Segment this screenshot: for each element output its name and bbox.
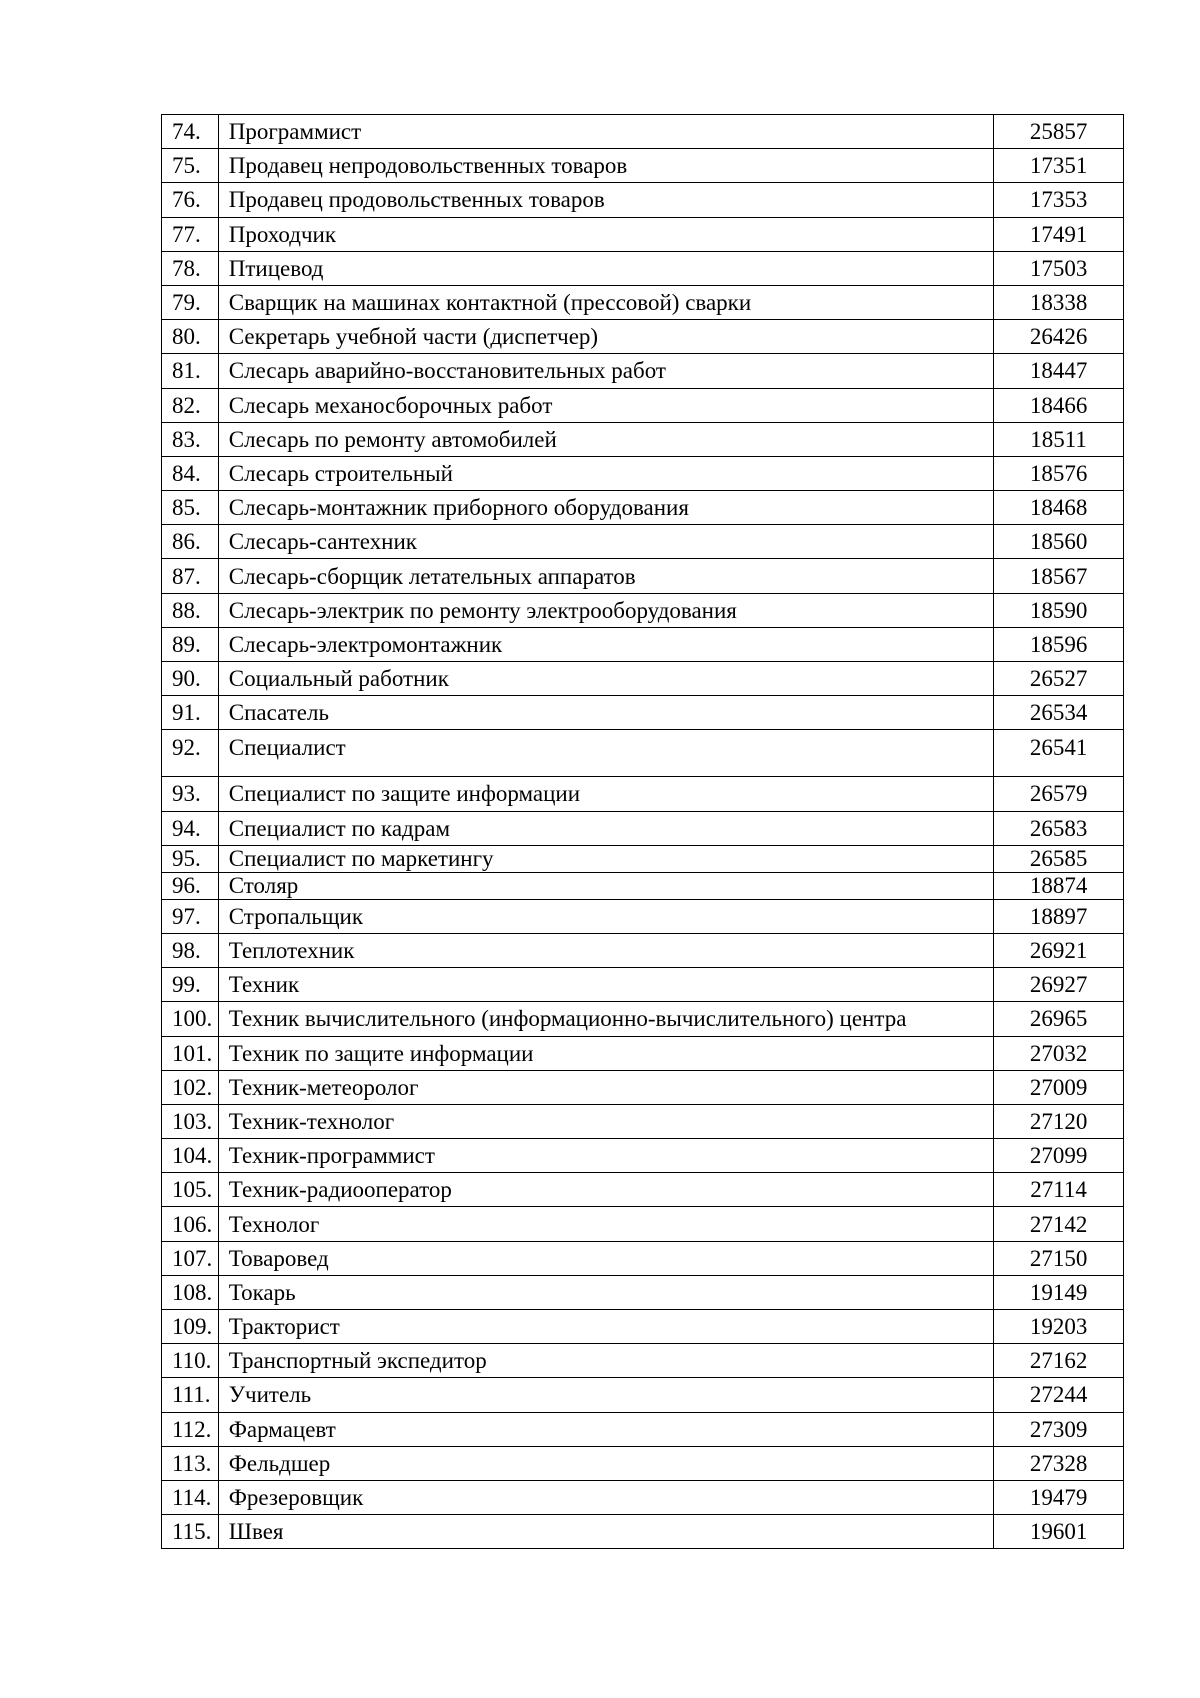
row-number: 114. [162, 1480, 219, 1514]
table-row [162, 1480, 1124, 1514]
profession-code: 27032 [994, 1036, 1124, 1070]
table-row [162, 1515, 1124, 1549]
table-row [162, 845, 1124, 872]
row-number: 78. [162, 251, 219, 285]
row-number: 76. [162, 183, 219, 217]
profession-code: 26534 [994, 696, 1124, 730]
row-number: 89. [162, 627, 219, 661]
row-number: 87. [162, 559, 219, 593]
table-row [162, 1275, 1124, 1309]
profession-name: Токарь [218, 1275, 993, 1309]
table-row [162, 730, 1124, 777]
profession-name: Техник [218, 968, 993, 1002]
profession-code: 18567 [994, 559, 1124, 593]
table-row [162, 968, 1124, 1002]
table-row [162, 696, 1124, 730]
table-row [162, 251, 1124, 285]
profession-name: Слесарь строительный [218, 456, 993, 490]
profession-code: 27150 [994, 1241, 1124, 1275]
table-row [162, 1104, 1124, 1138]
profession-code: 26921 [994, 933, 1124, 967]
row-number: 99. [162, 968, 219, 1002]
profession-name: Слесарь-монтажник приборного оборудования [218, 491, 993, 525]
profession-code: 19149 [994, 1275, 1124, 1309]
profession-code: 26527 [994, 662, 1124, 696]
table-row [162, 1173, 1124, 1207]
table-row [162, 1310, 1124, 1344]
table-row [162, 1241, 1124, 1275]
profession-name: Сварщик на машинах контактной (прессовой) сварки [218, 285, 993, 319]
profession-code: 27120 [994, 1104, 1124, 1138]
table-row [162, 933, 1124, 967]
profession-name: Спасатель [218, 696, 993, 730]
table-row [162, 115, 1124, 149]
table-row [162, 491, 1124, 525]
profession-name: Слесарь-электромонтажник [218, 627, 993, 661]
profession-name: Техник-программист [218, 1139, 993, 1173]
row-number: 85. [162, 491, 219, 525]
profession-name: Швея [218, 1515, 993, 1549]
row-number: 96. [162, 872, 219, 899]
row-number: 93. [162, 777, 219, 811]
row-number: 104. [162, 1139, 219, 1173]
profession-code: 18576 [994, 456, 1124, 490]
row-number: 81. [162, 354, 219, 388]
profession-name: Техник-радиооператор [218, 1173, 993, 1207]
profession-code: 17353 [994, 183, 1124, 217]
profession-name: Специалист по маркетингу [218, 845, 993, 872]
profession-code: 26585 [994, 845, 1124, 872]
profession-name: Специалист по кадрам [218, 811, 993, 845]
row-number: 75. [162, 149, 219, 183]
profession-name: Специалист [218, 730, 993, 777]
row-number: 103. [162, 1104, 219, 1138]
table-row [162, 285, 1124, 319]
profession-name: Специалист по защите информации [218, 777, 993, 811]
profession-code: 18338 [994, 285, 1124, 319]
table-row [162, 183, 1124, 217]
profession-code: 17491 [994, 217, 1124, 251]
row-number: 107. [162, 1241, 219, 1275]
table-row [162, 1446, 1124, 1480]
profession-name: Программист [218, 115, 993, 149]
row-number: 95. [162, 845, 219, 872]
table-row [162, 354, 1124, 388]
profession-name: Социальный работник [218, 662, 993, 696]
table-row [162, 811, 1124, 845]
row-number: 113. [162, 1446, 219, 1480]
profession-code: 18466 [994, 388, 1124, 422]
profession-code: 26965 [994, 1002, 1124, 1036]
profession-code: 27244 [994, 1378, 1124, 1412]
profession-name: Учитель [218, 1378, 993, 1412]
profession-code: 18560 [994, 525, 1124, 559]
profession-code: 25857 [994, 115, 1124, 149]
table-row [162, 777, 1124, 811]
row-number: 101. [162, 1036, 219, 1070]
profession-code: 18447 [994, 354, 1124, 388]
row-number: 102. [162, 1070, 219, 1104]
table-row [162, 149, 1124, 183]
row-number: 97. [162, 899, 219, 933]
profession-name: Товаровед [218, 1241, 993, 1275]
row-number: 79. [162, 285, 219, 319]
profession-code: 18897 [994, 899, 1124, 933]
profession-name: Слесарь аварийно-восстановительных работ [218, 354, 993, 388]
profession-code: 27099 [994, 1139, 1124, 1173]
profession-code: 19203 [994, 1310, 1124, 1344]
row-number: 111. [162, 1378, 219, 1412]
row-number: 82. [162, 388, 219, 422]
row-number: 74. [162, 115, 219, 149]
profession-name: Проходчик [218, 217, 993, 251]
profession-name: Фармацевт [218, 1412, 993, 1446]
profession-code: 27162 [994, 1344, 1124, 1378]
row-number: 115. [162, 1515, 219, 1549]
profession-name: Секретарь учебной части (диспетчер) [218, 320, 993, 354]
table-row [162, 1070, 1124, 1104]
table-row [162, 456, 1124, 490]
table-row [162, 1412, 1124, 1446]
profession-name: Слесарь-электрик по ремонту электрооборудования [218, 593, 993, 627]
profession-code: 27142 [994, 1207, 1124, 1241]
table-row [162, 320, 1124, 354]
profession-name: Фрезеровщик [218, 1480, 993, 1514]
profession-name: Транспортный экспедитор [218, 1344, 993, 1378]
professions-table-body [162, 115, 1124, 1549]
row-number: 92. [162, 730, 219, 777]
table-row [162, 899, 1124, 933]
table-row [162, 593, 1124, 627]
row-number: 110. [162, 1344, 219, 1378]
table-row [162, 1139, 1124, 1173]
profession-code: 26583 [994, 811, 1124, 845]
row-number: 105. [162, 1173, 219, 1207]
row-number: 106. [162, 1207, 219, 1241]
profession-code: 26579 [994, 777, 1124, 811]
profession-code: 26541 [994, 730, 1124, 777]
profession-code: 18468 [994, 491, 1124, 525]
table-row [162, 627, 1124, 661]
profession-code: 27328 [994, 1446, 1124, 1480]
profession-name: Фельдшер [218, 1446, 993, 1480]
profession-code: 26426 [994, 320, 1124, 354]
profession-code: 18596 [994, 627, 1124, 661]
row-number: 109. [162, 1310, 219, 1344]
row-number: 88. [162, 593, 219, 627]
profession-name: Техник вычислительного (информационно-вычислительного) центра [218, 1002, 993, 1036]
profession-name: Птицевод [218, 251, 993, 285]
profession-name: Слесарь по ремонту автомобилей [218, 422, 993, 456]
row-number: 112. [162, 1412, 219, 1446]
profession-code: 17351 [994, 149, 1124, 183]
profession-name: Слесарь механосборочных работ [218, 388, 993, 422]
profession-name: Техник-метеоролог [218, 1070, 993, 1104]
table-row [162, 1207, 1124, 1241]
row-number: 90. [162, 662, 219, 696]
table-row [162, 217, 1124, 251]
row-number: 108. [162, 1275, 219, 1309]
row-number: 84. [162, 456, 219, 490]
row-number: 100. [162, 1002, 219, 1036]
row-number: 86. [162, 525, 219, 559]
profession-name: Тракторист [218, 1310, 993, 1344]
profession-code: 18874 [994, 872, 1124, 899]
table-row [162, 1002, 1124, 1036]
table-row [162, 525, 1124, 559]
table-row [162, 1036, 1124, 1070]
table-row [162, 422, 1124, 456]
table-row [162, 872, 1124, 899]
profession-code: 19601 [994, 1515, 1124, 1549]
table-row [162, 388, 1124, 422]
table-row [162, 559, 1124, 593]
profession-code: 27309 [994, 1412, 1124, 1446]
profession-code: 27114 [994, 1173, 1124, 1207]
profession-code: 26927 [994, 968, 1124, 1002]
table-row [162, 662, 1124, 696]
profession-code: 18511 [994, 422, 1124, 456]
profession-code: 27009 [994, 1070, 1124, 1104]
row-number: 94. [162, 811, 219, 845]
profession-name: Техник-технолог [218, 1104, 993, 1138]
profession-code: 19479 [994, 1480, 1124, 1514]
profession-code: 17503 [994, 251, 1124, 285]
profession-name: Техник по защите информации [218, 1036, 993, 1070]
profession-name: Технолог [218, 1207, 993, 1241]
profession-name: Теплотехник [218, 933, 993, 967]
profession-name: Слесарь-сборщик летательных аппаратов [218, 559, 993, 593]
table-row [162, 1344, 1124, 1378]
row-number: 83. [162, 422, 219, 456]
profession-name: Продавец продовольственных товаров [218, 183, 993, 217]
profession-name: Столяр [218, 872, 993, 899]
professions-table [161, 114, 1124, 1549]
table-row [162, 1378, 1124, 1412]
row-number: 77. [162, 217, 219, 251]
profession-name: Слесарь-сантехник [218, 525, 993, 559]
row-number: 91. [162, 696, 219, 730]
profession-name: Продавец непродовольственных товаров [218, 149, 993, 183]
row-number: 80. [162, 320, 219, 354]
profession-name: Стропальщик [218, 899, 993, 933]
profession-code: 18590 [994, 593, 1124, 627]
row-number: 98. [162, 933, 219, 967]
